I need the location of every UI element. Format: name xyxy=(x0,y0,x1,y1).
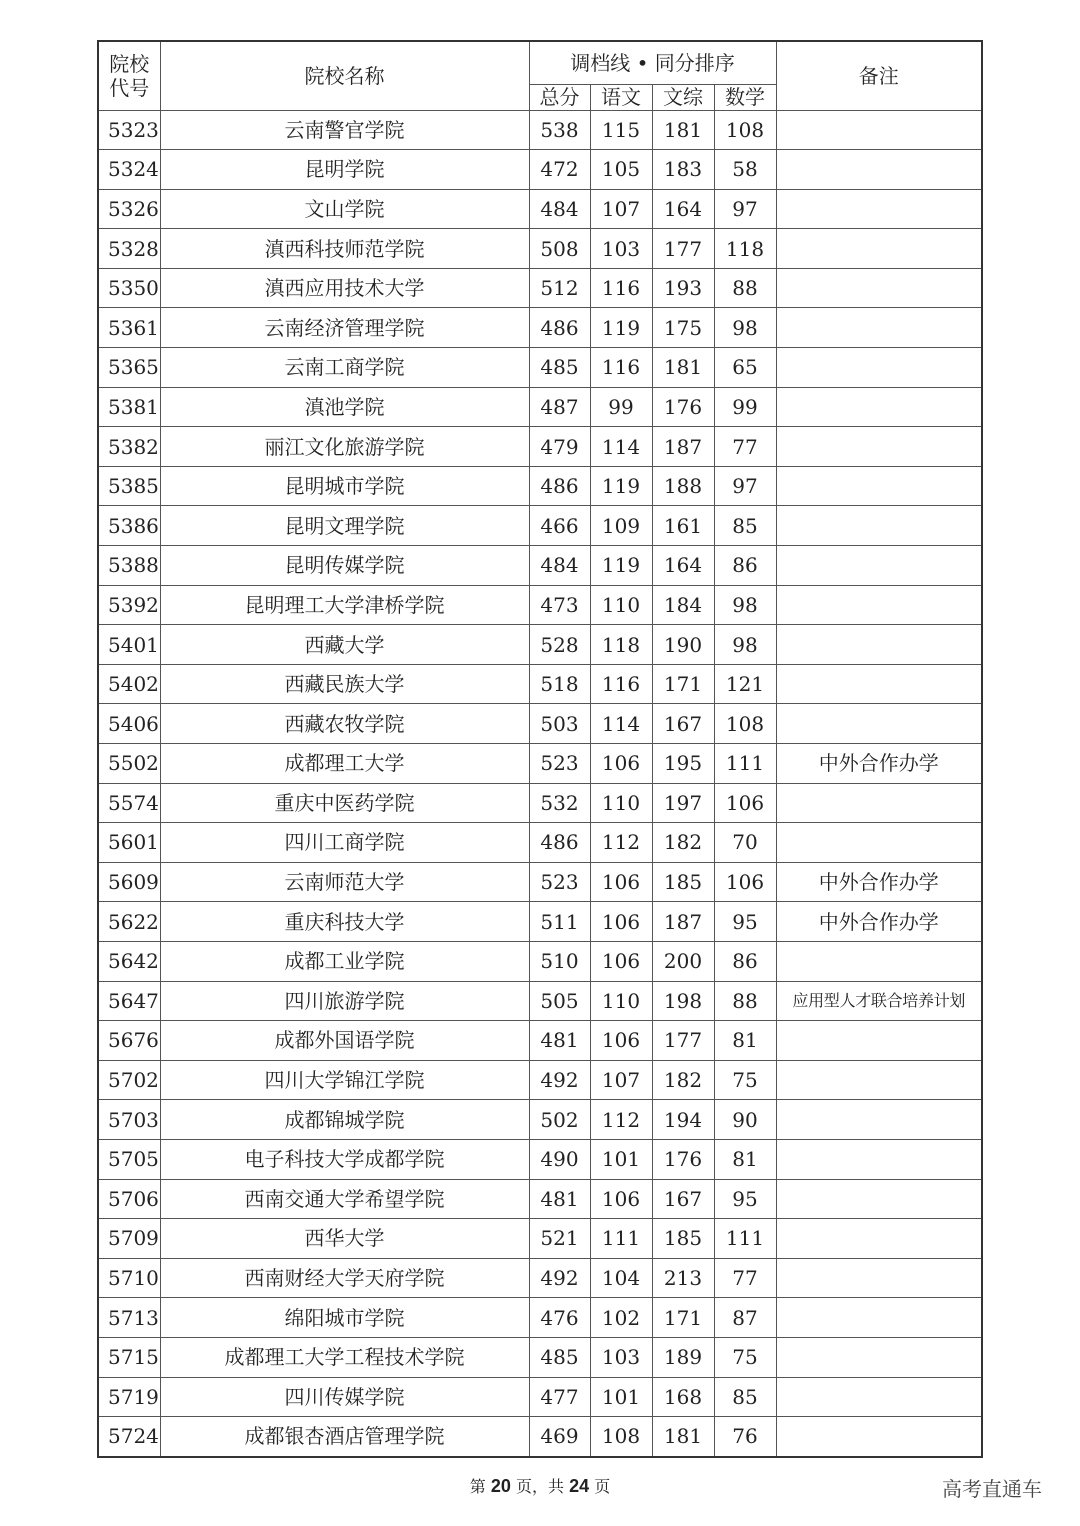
math-score-cell: 81 xyxy=(714,1021,776,1061)
table-row xyxy=(98,150,982,190)
note-cell xyxy=(776,1258,982,1298)
chinese-score-cell: 111 xyxy=(590,1219,652,1259)
school-name-cell: 滇西应用技术大学 xyxy=(160,268,529,308)
footer-suffix: 页 xyxy=(589,1477,611,1496)
liberal-arts-score-cell: 171 xyxy=(652,1298,714,1338)
liberal-arts-score-cell: 161 xyxy=(652,506,714,546)
math-score-cell: 88 xyxy=(714,268,776,308)
chinese-score-cell: 105 xyxy=(590,150,652,190)
table-row xyxy=(98,466,982,506)
school-name-cell: 成都理工大学工程技术学院 xyxy=(160,1337,529,1377)
table-row xyxy=(98,268,982,308)
math-score-cell: 85 xyxy=(714,506,776,546)
school-name-cell: 西南交通大学希望学院 xyxy=(160,1179,529,1219)
header-liberal-arts: 文综 xyxy=(652,84,714,110)
note-cell: 应用型人才联合培养计划 xyxy=(776,981,982,1021)
liberal-arts-score-cell: 185 xyxy=(652,862,714,902)
school-name-cell: 昆明城市学院 xyxy=(160,466,529,506)
table-row xyxy=(98,348,982,388)
note-cell xyxy=(776,189,982,229)
liberal-arts-score-cell: 164 xyxy=(652,546,714,586)
chinese-score-cell: 114 xyxy=(590,427,652,467)
math-score-cell: 98 xyxy=(714,625,776,665)
note-cell xyxy=(776,466,982,506)
table-row xyxy=(98,1258,982,1298)
table-row xyxy=(98,506,982,546)
table-row xyxy=(98,189,982,229)
total-score-cell: 473 xyxy=(529,585,590,625)
note-cell xyxy=(776,427,982,467)
chinese-score-cell: 107 xyxy=(590,1060,652,1100)
total-score-cell: 490 xyxy=(529,1139,590,1179)
liberal-arts-score-cell: 198 xyxy=(652,981,714,1021)
code-cell: 5719 xyxy=(98,1377,160,1417)
footer-prefix: 第 xyxy=(469,1477,491,1496)
math-score-cell: 87 xyxy=(714,1298,776,1338)
math-score-cell: 106 xyxy=(714,862,776,902)
note-cell xyxy=(776,941,982,981)
chinese-score-cell: 119 xyxy=(590,546,652,586)
note-cell xyxy=(776,783,982,823)
chinese-score-cell: 106 xyxy=(590,1179,652,1219)
liberal-arts-score-cell: 187 xyxy=(652,427,714,467)
math-score-cell: 108 xyxy=(714,704,776,744)
code-cell: 5388 xyxy=(98,546,160,586)
total-score-cell: 508 xyxy=(529,229,590,269)
chinese-score-cell: 116 xyxy=(590,268,652,308)
table-row xyxy=(98,783,982,823)
total-score-cell: 523 xyxy=(529,862,590,902)
code-cell: 5406 xyxy=(98,704,160,744)
table-row xyxy=(98,704,982,744)
total-score-cell: 485 xyxy=(529,1337,590,1377)
note-cell xyxy=(776,1060,982,1100)
total-score-cell: 512 xyxy=(529,268,590,308)
header-code: 院校代号 xyxy=(98,41,160,110)
note-cell xyxy=(776,664,982,704)
table-row xyxy=(98,1100,982,1140)
code-cell: 5713 xyxy=(98,1298,160,1338)
note-cell xyxy=(776,308,982,348)
school-name-cell: 四川大学锦江学院 xyxy=(160,1060,529,1100)
total-score-cell: 484 xyxy=(529,189,590,229)
math-score-cell: 85 xyxy=(714,1377,776,1417)
note-cell xyxy=(776,546,982,586)
liberal-arts-score-cell: 200 xyxy=(652,941,714,981)
school-name-cell: 昆明文理学院 xyxy=(160,506,529,546)
math-score-cell: 97 xyxy=(714,189,776,229)
note-cell xyxy=(776,1337,982,1377)
table-row xyxy=(98,625,982,665)
school-name-cell: 丽江文化旅游学院 xyxy=(160,427,529,467)
school-name-cell: 成都银杏酒店管理学院 xyxy=(160,1417,529,1457)
math-score-cell: 75 xyxy=(714,1337,776,1377)
math-score-cell: 86 xyxy=(714,941,776,981)
code-cell: 5642 xyxy=(98,941,160,981)
note-cell xyxy=(776,229,982,269)
total-score-cell: 523 xyxy=(529,744,590,784)
code-cell: 5715 xyxy=(98,1337,160,1377)
liberal-arts-score-cell: 184 xyxy=(652,585,714,625)
math-score-cell: 81 xyxy=(714,1139,776,1179)
school-name-cell: 西华大学 xyxy=(160,1219,529,1259)
school-name-cell: 云南师范大学 xyxy=(160,862,529,902)
table-row xyxy=(98,1417,982,1457)
table-row xyxy=(98,941,982,981)
note-cell xyxy=(776,1100,982,1140)
math-score-cell: 70 xyxy=(714,823,776,863)
code-cell: 5365 xyxy=(98,348,160,388)
total-score-cell: 477 xyxy=(529,1377,590,1417)
code-cell: 5601 xyxy=(98,823,160,863)
table-row xyxy=(98,1179,982,1219)
liberal-arts-score-cell: 177 xyxy=(652,229,714,269)
math-score-cell: 95 xyxy=(714,1179,776,1219)
total-score-cell: 492 xyxy=(529,1060,590,1100)
code-cell: 5361 xyxy=(98,308,160,348)
chinese-score-cell: 103 xyxy=(590,229,652,269)
table-row xyxy=(98,546,982,586)
math-score-cell: 118 xyxy=(714,229,776,269)
school-name-cell: 西藏农牧学院 xyxy=(160,704,529,744)
total-score-cell: 487 xyxy=(529,387,590,427)
math-score-cell: 106 xyxy=(714,783,776,823)
liberal-arts-score-cell: 190 xyxy=(652,625,714,665)
total-score-cell: 486 xyxy=(529,823,590,863)
total-score-cell: 518 xyxy=(529,664,590,704)
math-score-cell: 111 xyxy=(714,1219,776,1259)
chinese-score-cell: 115 xyxy=(590,110,652,150)
school-name-cell: 成都理工大学 xyxy=(160,744,529,784)
school-name-cell: 西藏民族大学 xyxy=(160,664,529,704)
table-row xyxy=(98,862,982,902)
total-score-cell: 484 xyxy=(529,546,590,586)
liberal-arts-score-cell: 188 xyxy=(652,466,714,506)
school-name-cell: 昆明理工大学津桥学院 xyxy=(160,585,529,625)
school-name-cell: 四川旅游学院 xyxy=(160,981,529,1021)
note-cell xyxy=(776,823,982,863)
table-body xyxy=(98,110,982,1457)
chinese-score-cell: 116 xyxy=(590,664,652,704)
liberal-arts-score-cell: 187 xyxy=(652,902,714,942)
chinese-score-cell: 106 xyxy=(590,941,652,981)
math-score-cell: 58 xyxy=(714,150,776,190)
footer-middle: 页，共 xyxy=(510,1477,570,1496)
note-cell xyxy=(776,1179,982,1219)
header-total: 总分 xyxy=(529,84,590,110)
school-name-cell: 四川传媒学院 xyxy=(160,1377,529,1417)
code-cell: 5502 xyxy=(98,744,160,784)
code-cell: 5385 xyxy=(98,466,160,506)
note-cell xyxy=(776,1417,982,1457)
liberal-arts-score-cell: 167 xyxy=(652,704,714,744)
school-name-cell: 四川工商学院 xyxy=(160,823,529,863)
math-score-cell: 77 xyxy=(714,1258,776,1298)
note-cell xyxy=(776,348,982,388)
math-score-cell: 86 xyxy=(714,546,776,586)
liberal-arts-score-cell: 213 xyxy=(652,1258,714,1298)
school-name-cell: 成都外国语学院 xyxy=(160,1021,529,1061)
table-row xyxy=(98,902,982,942)
school-name-cell: 昆明传媒学院 xyxy=(160,546,529,586)
liberal-arts-score-cell: 185 xyxy=(652,1219,714,1259)
table-row xyxy=(98,1021,982,1061)
total-pages: 24 xyxy=(569,1476,590,1496)
table-row xyxy=(98,427,982,467)
code-cell: 5609 xyxy=(98,862,160,902)
total-score-cell: 503 xyxy=(529,704,590,744)
total-score-cell: 492 xyxy=(529,1258,590,1298)
total-score-cell: 486 xyxy=(529,308,590,348)
total-score-cell: 472 xyxy=(529,150,590,190)
liberal-arts-score-cell: 183 xyxy=(652,150,714,190)
school-name-cell: 电子科技大学成都学院 xyxy=(160,1139,529,1179)
school-name-cell: 西藏大学 xyxy=(160,625,529,665)
total-score-cell: 505 xyxy=(529,981,590,1021)
liberal-arts-score-cell: 176 xyxy=(652,387,714,427)
liberal-arts-score-cell: 181 xyxy=(652,348,714,388)
liberal-arts-score-cell: 168 xyxy=(652,1377,714,1417)
code-cell: 5705 xyxy=(98,1139,160,1179)
chinese-score-cell: 106 xyxy=(590,1021,652,1061)
chinese-score-cell: 101 xyxy=(590,1377,652,1417)
math-score-cell: 111 xyxy=(714,744,776,784)
code-cell: 5386 xyxy=(98,506,160,546)
total-score-cell: 476 xyxy=(529,1298,590,1338)
total-score-cell: 486 xyxy=(529,466,590,506)
math-score-cell: 65 xyxy=(714,348,776,388)
note-cell xyxy=(776,704,982,744)
chinese-score-cell: 104 xyxy=(590,1258,652,1298)
total-score-cell: 510 xyxy=(529,941,590,981)
table-row xyxy=(98,981,982,1021)
chinese-score-cell: 106 xyxy=(590,902,652,942)
note-cell xyxy=(776,387,982,427)
note-cell xyxy=(776,110,982,150)
table-row xyxy=(98,744,982,784)
math-score-cell: 97 xyxy=(714,466,776,506)
chinese-score-cell: 108 xyxy=(590,1417,652,1457)
code-cell: 5382 xyxy=(98,427,160,467)
school-name-cell: 文山学院 xyxy=(160,189,529,229)
chinese-score-cell: 118 xyxy=(590,625,652,665)
code-cell: 5324 xyxy=(98,150,160,190)
math-score-cell: 76 xyxy=(714,1417,776,1457)
chinese-score-cell: 101 xyxy=(590,1139,652,1179)
total-score-cell: 521 xyxy=(529,1219,590,1259)
liberal-arts-score-cell: 189 xyxy=(652,1337,714,1377)
total-score-cell: 479 xyxy=(529,427,590,467)
note-cell xyxy=(776,1298,982,1338)
brand-watermark: 高考直通车 xyxy=(942,1477,1042,1501)
chinese-score-cell: 102 xyxy=(590,1298,652,1338)
math-score-cell: 99 xyxy=(714,387,776,427)
math-score-cell: 88 xyxy=(714,981,776,1021)
header-note: 备注 xyxy=(776,41,982,110)
math-score-cell: 108 xyxy=(714,110,776,150)
school-name-cell: 重庆科技大学 xyxy=(160,902,529,942)
chinese-score-cell: 107 xyxy=(590,189,652,229)
table-row xyxy=(98,387,982,427)
current-page: 20 xyxy=(490,1476,511,1496)
note-cell xyxy=(776,1021,982,1061)
school-name-cell: 绵阳城市学院 xyxy=(160,1298,529,1338)
total-score-cell: 528 xyxy=(529,625,590,665)
note-cell: 中外合作办学 xyxy=(776,902,982,942)
liberal-arts-score-cell: 195 xyxy=(652,744,714,784)
chinese-score-cell: 109 xyxy=(590,506,652,546)
school-name-cell: 昆明学院 xyxy=(160,150,529,190)
total-score-cell: 511 xyxy=(529,902,590,942)
school-name-cell: 云南经济管理学院 xyxy=(160,308,529,348)
school-name-cell: 滇池学院 xyxy=(160,387,529,427)
math-score-cell: 77 xyxy=(714,427,776,467)
code-cell: 5574 xyxy=(98,783,160,823)
liberal-arts-score-cell: 182 xyxy=(652,1060,714,1100)
code-cell: 5676 xyxy=(98,1021,160,1061)
code-cell: 5402 xyxy=(98,664,160,704)
code-cell: 5401 xyxy=(98,625,160,665)
math-score-cell: 98 xyxy=(714,308,776,348)
chinese-score-cell: 110 xyxy=(590,783,652,823)
liberal-arts-score-cell: 164 xyxy=(652,189,714,229)
total-score-cell: 466 xyxy=(529,506,590,546)
school-name-cell: 成都工业学院 xyxy=(160,941,529,981)
liberal-arts-score-cell: 171 xyxy=(652,664,714,704)
chinese-score-cell: 119 xyxy=(590,308,652,348)
code-cell: 5709 xyxy=(98,1219,160,1259)
table-row xyxy=(98,229,982,269)
math-score-cell: 98 xyxy=(714,585,776,625)
code-cell: 5323 xyxy=(98,110,160,150)
math-score-cell: 90 xyxy=(714,1100,776,1140)
code-cell: 5706 xyxy=(98,1179,160,1219)
total-score-cell: 481 xyxy=(529,1179,590,1219)
table-row xyxy=(98,1377,982,1417)
table-row xyxy=(98,1298,982,1338)
liberal-arts-score-cell: 194 xyxy=(652,1100,714,1140)
total-score-cell: 485 xyxy=(529,348,590,388)
liberal-arts-score-cell: 176 xyxy=(652,1139,714,1179)
liberal-arts-score-cell: 197 xyxy=(652,783,714,823)
liberal-arts-score-cell: 182 xyxy=(652,823,714,863)
school-name-cell: 云南工商学院 xyxy=(160,348,529,388)
table-row xyxy=(98,308,982,348)
table-row xyxy=(98,585,982,625)
header-math: 数学 xyxy=(714,84,776,110)
page-footer xyxy=(0,1474,1080,1497)
table-row xyxy=(98,664,982,704)
math-score-cell: 95 xyxy=(714,902,776,942)
chinese-score-cell: 103 xyxy=(590,1337,652,1377)
chinese-score-cell: 112 xyxy=(590,1100,652,1140)
table-row xyxy=(98,1219,982,1259)
liberal-arts-score-cell: 177 xyxy=(652,1021,714,1061)
chinese-score-cell: 106 xyxy=(590,862,652,902)
code-cell: 5703 xyxy=(98,1100,160,1140)
header-chinese: 语文 xyxy=(590,84,652,110)
table-row xyxy=(98,110,982,150)
code-cell: 5647 xyxy=(98,981,160,1021)
code-cell: 5326 xyxy=(98,189,160,229)
chinese-score-cell: 99 xyxy=(590,387,652,427)
liberal-arts-score-cell: 175 xyxy=(652,308,714,348)
school-name-cell: 滇西科技师范学院 xyxy=(160,229,529,269)
code-cell: 5724 xyxy=(98,1417,160,1457)
table-row xyxy=(98,1060,982,1100)
chinese-score-cell: 110 xyxy=(590,981,652,1021)
total-score-cell: 538 xyxy=(529,110,590,150)
chinese-score-cell: 110 xyxy=(590,585,652,625)
note-cell xyxy=(776,506,982,546)
table-row xyxy=(98,1139,982,1179)
header-score-group: 调档线 • 同分排序 xyxy=(529,41,776,84)
code-cell: 5710 xyxy=(98,1258,160,1298)
note-cell xyxy=(776,150,982,190)
admission-score-table xyxy=(97,40,983,1458)
chinese-score-cell: 112 xyxy=(590,823,652,863)
code-cell: 5350 xyxy=(98,268,160,308)
liberal-arts-score-cell: 167 xyxy=(652,1179,714,1219)
school-name-cell: 西南财经大学天府学院 xyxy=(160,1258,529,1298)
chinese-score-cell: 116 xyxy=(590,348,652,388)
chinese-score-cell: 119 xyxy=(590,466,652,506)
note-cell xyxy=(776,585,982,625)
header-name: 院校名称 xyxy=(160,41,529,110)
school-name-cell: 重庆中医药学院 xyxy=(160,783,529,823)
note-cell: 中外合作办学 xyxy=(776,862,982,902)
code-cell: 5622 xyxy=(98,902,160,942)
total-score-cell: 469 xyxy=(529,1417,590,1457)
total-score-cell: 532 xyxy=(529,783,590,823)
note-cell xyxy=(776,1377,982,1417)
liberal-arts-score-cell: 181 xyxy=(652,1417,714,1457)
code-cell: 5392 xyxy=(98,585,160,625)
chinese-score-cell: 106 xyxy=(590,744,652,784)
school-name-cell: 成都锦城学院 xyxy=(160,1100,529,1140)
math-score-cell: 75 xyxy=(714,1060,776,1100)
code-cell: 5381 xyxy=(98,387,160,427)
note-cell xyxy=(776,1139,982,1179)
note-cell xyxy=(776,625,982,665)
table-row xyxy=(98,823,982,863)
note-cell xyxy=(776,1219,982,1259)
liberal-arts-score-cell: 193 xyxy=(652,268,714,308)
table-row xyxy=(98,1337,982,1377)
code-cell: 5702 xyxy=(98,1060,160,1100)
total-score-cell: 481 xyxy=(529,1021,590,1061)
total-score-cell: 502 xyxy=(529,1100,590,1140)
note-cell xyxy=(776,268,982,308)
chinese-score-cell: 114 xyxy=(590,704,652,744)
liberal-arts-score-cell: 181 xyxy=(652,110,714,150)
note-cell: 中外合作办学 xyxy=(776,744,982,784)
math-score-cell: 121 xyxy=(714,664,776,704)
school-name-cell: 云南警官学院 xyxy=(160,110,529,150)
code-cell: 5328 xyxy=(98,229,160,269)
